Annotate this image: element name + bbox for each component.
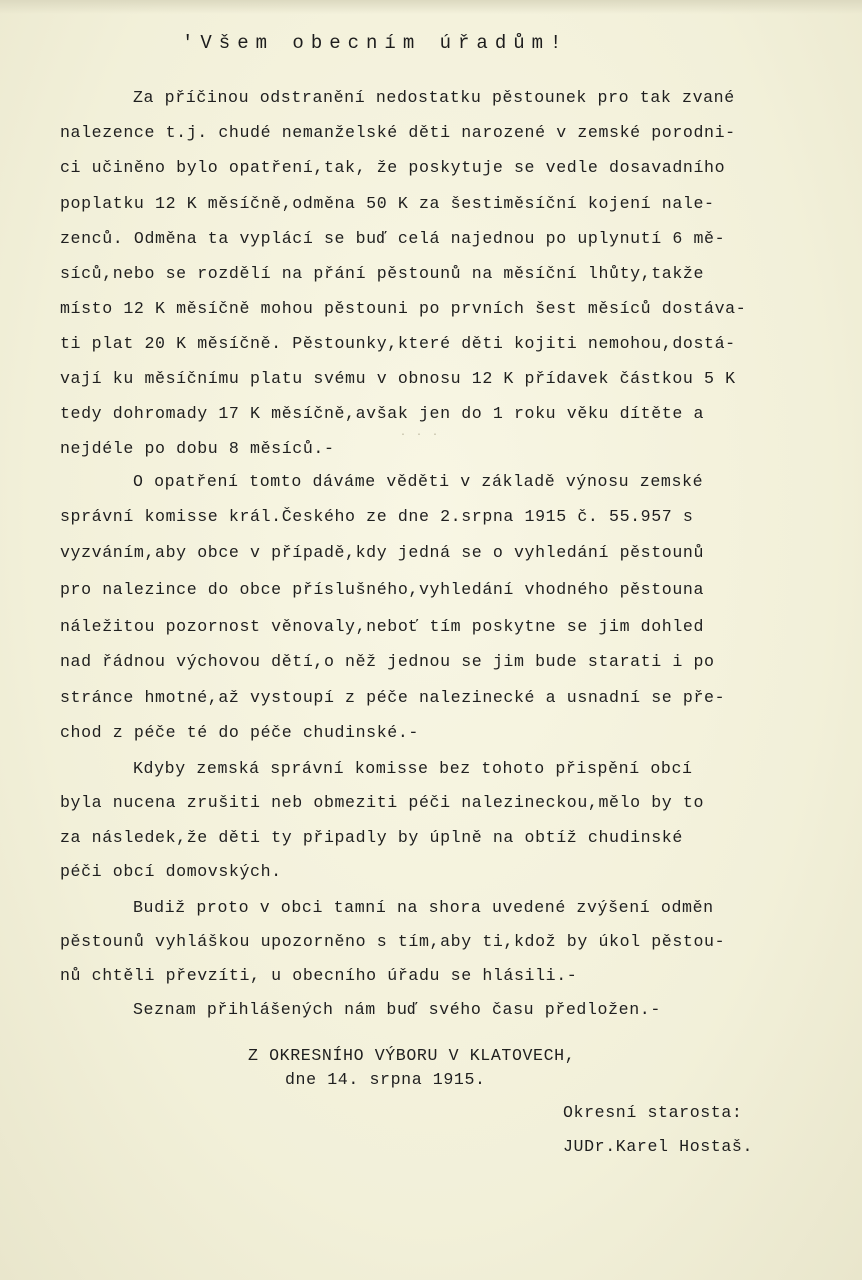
- signature-role: Okresní starosta:: [563, 1103, 743, 1122]
- text-line: péči obcí domovských.: [60, 862, 282, 881]
- text-line: tedy dohromady 17 K měsíčně,avšak jen do 1 roku věku dítěte a: [60, 404, 705, 423]
- text-line: místo 12 K měsíčně mohou pěstouni po prvních šest měsíců dostáva-: [60, 299, 747, 318]
- text-line: Budiž proto v obci tamní na shora uvedené zvýšení odměn: [133, 898, 714, 917]
- sender-line: Z OKRESNÍHO VÝBORU V KLATOVECH,: [248, 1046, 576, 1065]
- text-line: stránce hmotné,až vystoupí z péče nalezinecké a usnadní se pře-: [60, 688, 726, 707]
- text-line: poplatku 12 K měsíčně,odměna 50 K za šestiměsíční kojení nale-: [60, 194, 715, 213]
- text-line: nejdéle po dobu 8 měsíců.-: [60, 439, 335, 458]
- text-line: nalezence t.j. chudé nemanželské děti narozené v zemské porodni-: [60, 123, 736, 142]
- text-line: správní komisse král.Českého ze dne 2.srpna 1915 č. 55.957 s: [60, 507, 694, 526]
- text-line: za následek,že děti ty připadly by úplně na obtíž chudinské: [60, 828, 683, 847]
- text-line: zenců. Odměna ta vyplácí se buď celá najednou po uplynutí 6 mě-: [60, 229, 726, 248]
- text-line: síců,nebo se rozdělí na přání pěstounů na měsíční lhůty,takže: [60, 264, 705, 283]
- text-line: nad řádnou výchovou dětí,o něž jednou se jim bude starati i po: [60, 652, 715, 671]
- text-line: ci učiněno bylo opatření,tak, že poskytuje se vedle dosavadního: [60, 158, 726, 177]
- text-line: Seznam přihlášených nám buď svého času předložen.-: [133, 1000, 661, 1019]
- text-line: Za příčinou odstranění nedostatku pěstounek pro tak zvané: [133, 88, 735, 107]
- document-title: 'Všem obecním úřadům!: [182, 32, 569, 54]
- stray-ink-marks: · · ·: [400, 430, 441, 441]
- text-line: byla nucena zrušiti neb obmeziti péči nalezineckou,mělo by to: [60, 793, 705, 812]
- text-line: Kdyby zemská správní komisse bez tohoto přispění obcí: [133, 759, 693, 778]
- signature-name: JUDr.Karel Hostaš.: [563, 1137, 754, 1156]
- text-line: pěstounů vyhláškou upozorněno s tím,aby ti,kdož by úkol pěstou-: [60, 932, 726, 951]
- text-line: vyzváním,aby obce v případě,kdy jedná se o vyhledání pěstounů: [60, 543, 705, 562]
- date-line: dne 14. srpna 1915.: [285, 1070, 486, 1089]
- text-line: pro nalezince do obce příslušného,vyhledání vhodného pěstouna: [60, 580, 705, 599]
- text-line: náležitou pozornost věnovaly,neboť tím poskytne se jim dohled: [60, 617, 705, 636]
- text-line: chod z péče té do péče chudinské.-: [60, 723, 419, 742]
- text-line: ti plat 20 K měsíčně. Pěstounky,které děti kojiti nemohou,dostá-: [60, 334, 736, 353]
- text-line: vají ku měsíčnímu platu svému v obnosu 12 K přídavek částkou 5 K: [60, 369, 736, 388]
- text-line: O opatření tomto dáváme věděti v základě výnosu zemské: [133, 472, 704, 491]
- page-top-edge: [0, 0, 862, 14]
- text-line: nů chtěli převzíti, u obecního úřadu se hlásili.-: [60, 966, 578, 985]
